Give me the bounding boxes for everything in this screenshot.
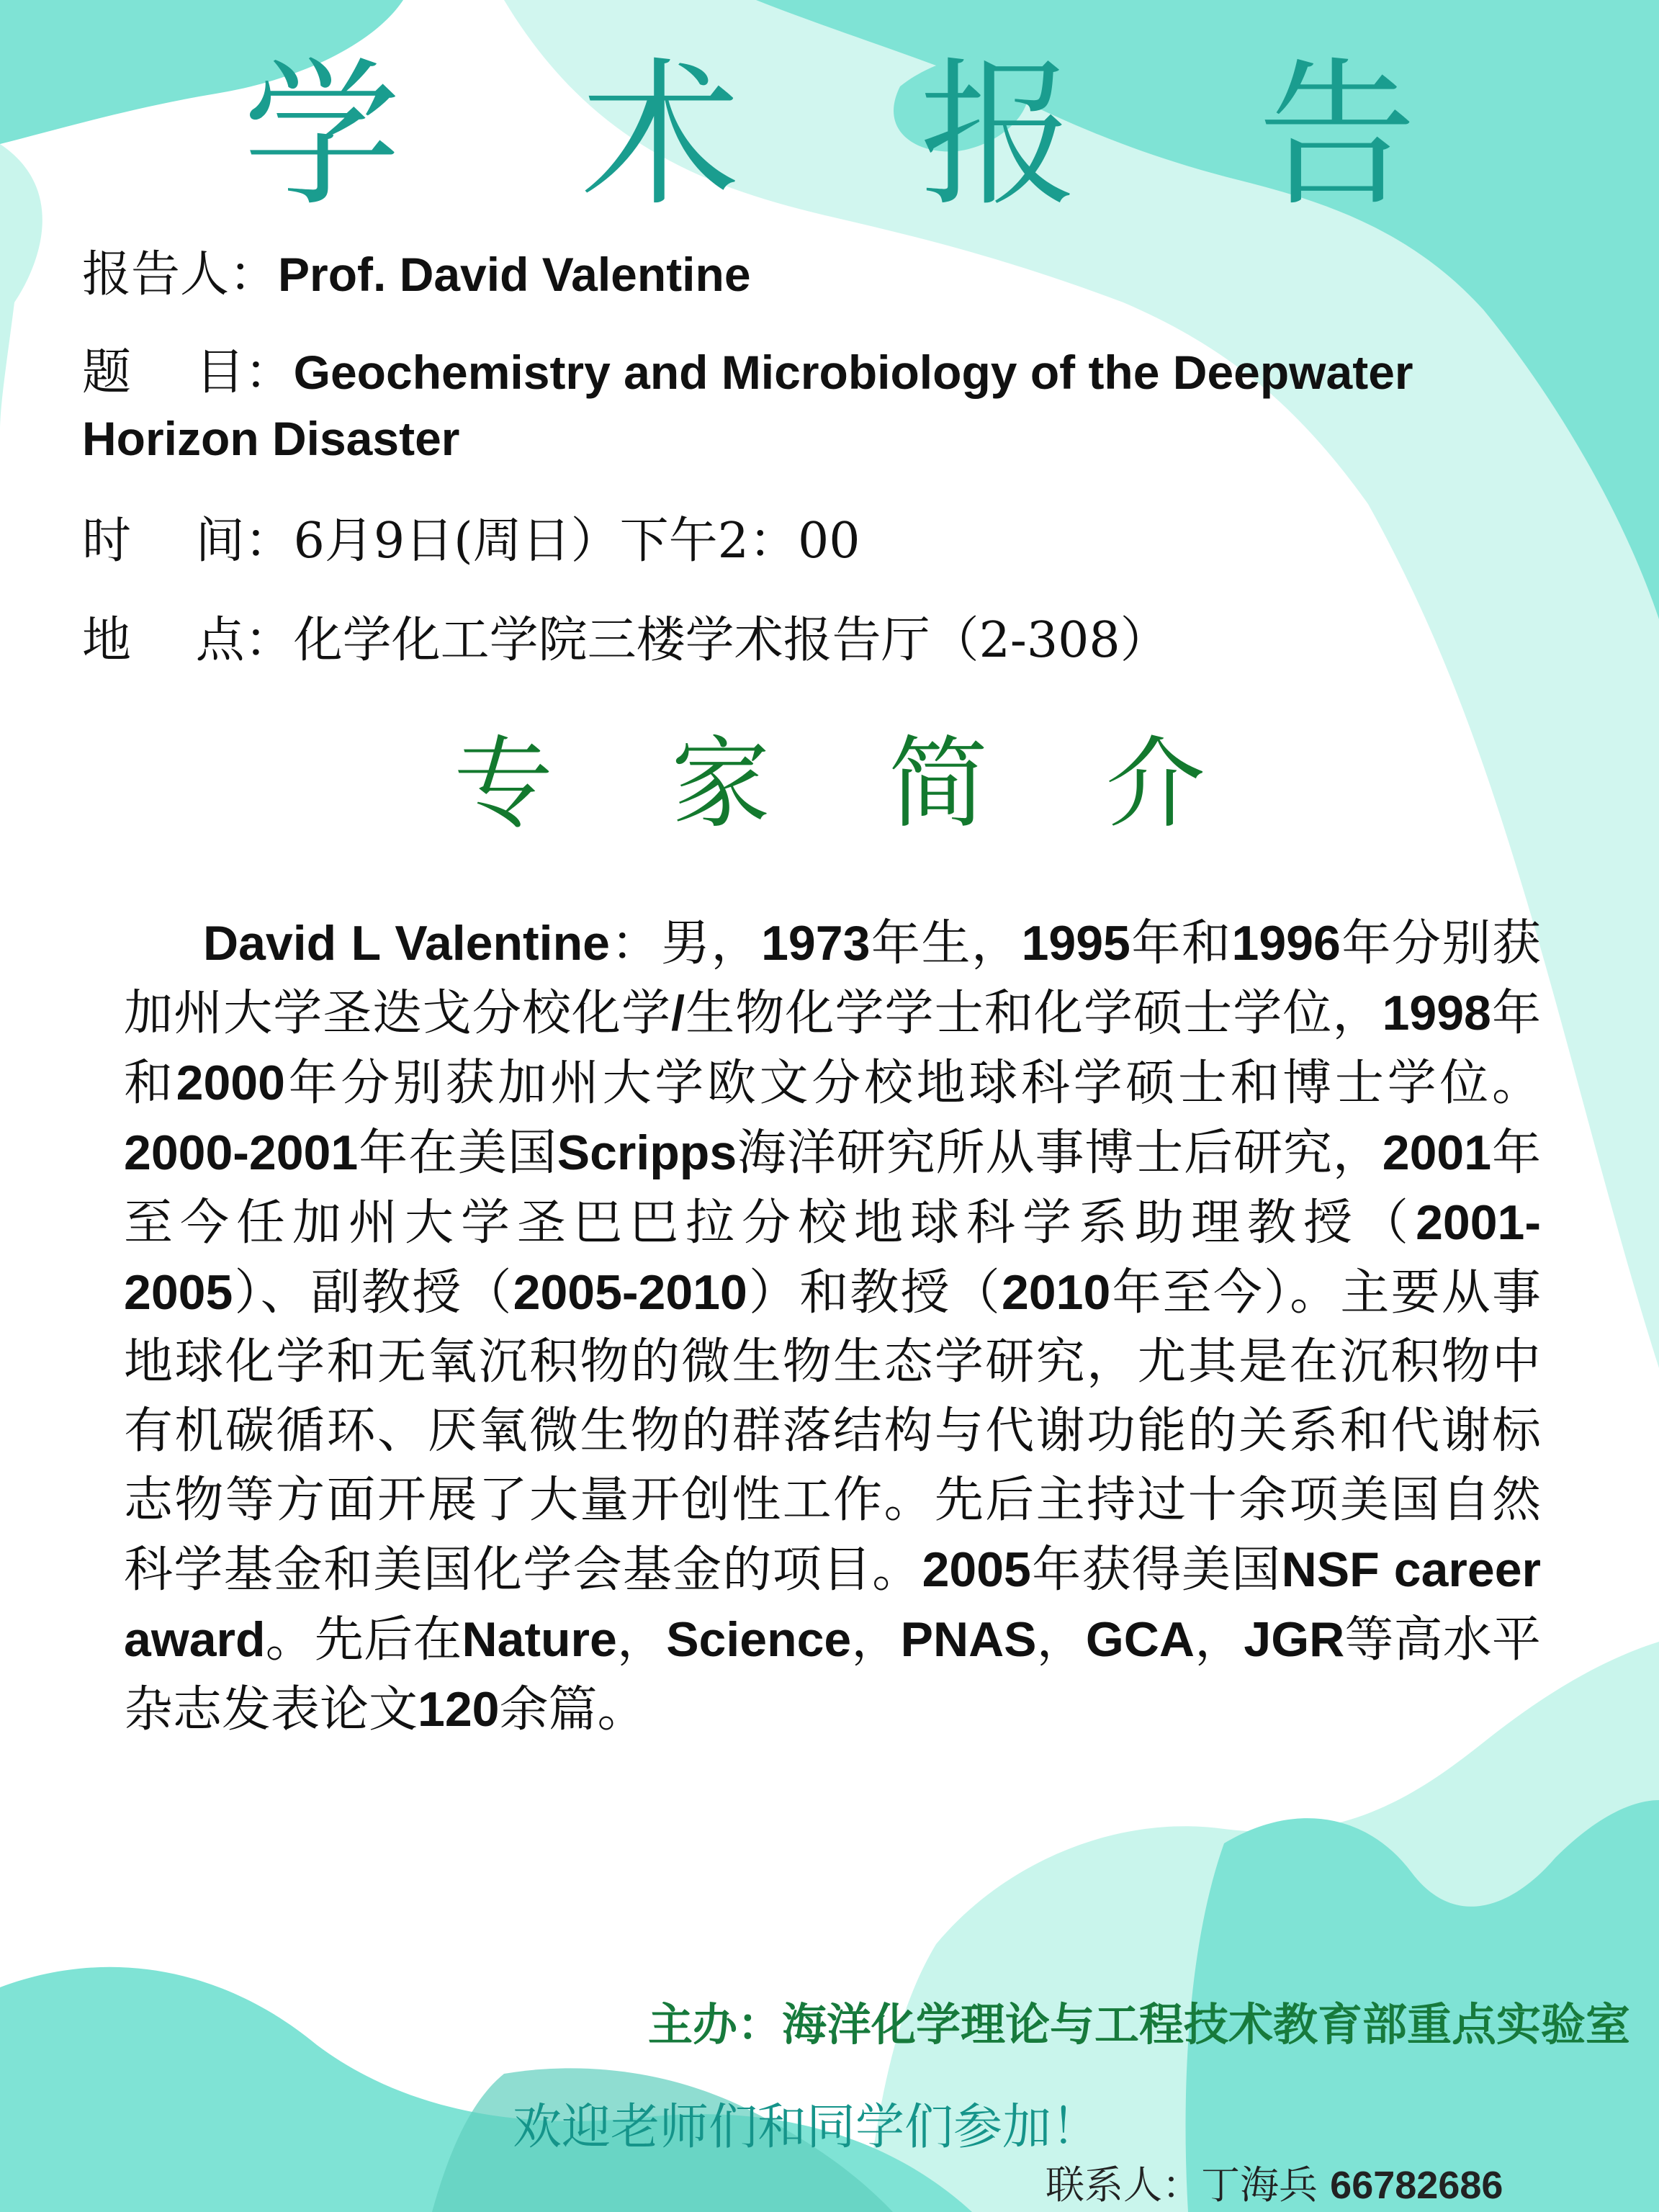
topic-row-2	[82, 405, 459, 473]
bio-segment: JGR	[1244, 1612, 1345, 1667]
bio-segment: 年在美国	[358, 1125, 557, 1182]
bio-segment: 年和	[1130, 915, 1232, 972]
bio-segment: 年分别获加州大学圣迭戈分校化学	[124, 915, 1541, 1042]
bio-segment: 1995	[1021, 916, 1130, 971]
bio-segment: Science	[666, 1612, 852, 1667]
bio-segment: 。先后在	[265, 1611, 462, 1668]
bio-segment: 生物化学学士和化学硕士学位，	[685, 985, 1382, 1042]
section-title-expert-intro: 专 家 简 介	[454, 726, 1249, 842]
bio-segment: ：男，	[609, 915, 762, 972]
bio-segment: 年至今任加州大学圣巴巴拉分校地球科学系助理教授（	[124, 1125, 1541, 1251]
bio-segment: 等高水平杂志发表论文	[124, 1611, 1541, 1738]
bio-segment: ，	[1195, 1611, 1244, 1668]
bio-segment: GCA	[1085, 1612, 1195, 1667]
host-organizer: 主办：海洋化学理论与工程技术教育部重点实验室	[647, 1998, 1630, 2051]
bio-segment: 2010	[1001, 1265, 1111, 1320]
bio-segment: ）、副教授（	[233, 1264, 513, 1321]
place-label: 地 点：	[82, 612, 294, 669]
time-value: 6月9日(周日）下午2：00	[293, 513, 860, 570]
place-row	[82, 606, 1169, 675]
speaker-name: Prof. David Valentine	[278, 248, 751, 301]
bio-segment: 2001	[1382, 1125, 1492, 1180]
bio-segment: 2005	[922, 1542, 1031, 1597]
bio-segment: 年至今）。主要从事地球化学和无氧沉积物的微生物生态学研究，尤其是在沉积物中有机碳循环、厌氧微生物的群落结构与代谢功能的关系和代谢标志物等方面开展了大量开创性工作。先后主持过十余项美国自然科学基金和美国化学会基金的项目。	[124, 1264, 1541, 1599]
bio-segment: 2005-2010	[513, 1265, 747, 1320]
bio-segment: 年获得美国	[1030, 1542, 1282, 1599]
bio-segment: ，	[851, 1611, 901, 1668]
time-label: 时 间：	[82, 513, 294, 570]
speaker-row	[82, 240, 751, 309]
topic-row	[82, 338, 1413, 407]
bio-segment: 年分别获加州大学欧文分校地球科学硕士和博士学位。	[284, 1055, 1541, 1112]
bio-segment: PNAS	[900, 1612, 1037, 1667]
poster-title: 学 术 报 告	[243, 43, 1481, 228]
bio-segment: 年和	[124, 985, 1541, 1112]
bio-segment: Nature	[462, 1612, 617, 1667]
bio-segment: 2000-2001	[124, 1125, 359, 1180]
bio-segment: ，	[1036, 1611, 1086, 1668]
speaker-label: 报告人：	[82, 246, 279, 303]
bio-segment: 2001-2005	[124, 1195, 1541, 1320]
bio-segment: Scripps	[557, 1125, 737, 1180]
time-row	[82, 507, 860, 575]
contact-label: 联系人：丁海兵	[1046, 2162, 1318, 2208]
topic-label: 题 目：	[82, 344, 294, 401]
bio-segment: 年生，	[870, 915, 1022, 972]
bio-segment: 120	[418, 1682, 500, 1737]
bio-paragraph	[124, 909, 1541, 1745]
bio-segment: ，	[616, 1611, 667, 1668]
bio-segment: 海洋研究所从事博士后研究，	[737, 1125, 1382, 1182]
topic-line-2: Horizon Disaster	[82, 412, 460, 465]
contact-phone: 66782686	[1330, 2164, 1503, 2207]
bio-segment: 余篇。	[499, 1681, 647, 1738]
bio-segment: NSF career award	[124, 1542, 1541, 1667]
bio-segment: 1973	[761, 916, 871, 971]
bio-segment: 2000	[176, 1056, 285, 1110]
bio-segment: 1996	[1231, 916, 1341, 971]
bio-segment: 1998	[1382, 986, 1491, 1040]
bio-segment: David L Valentine	[203, 916, 610, 971]
contact-info	[1046, 2154, 1503, 2210]
bio-segment: ）和教授（	[747, 1264, 1002, 1321]
welcome-message: 欢迎老师们和同学们参加！	[513, 2099, 1101, 2156]
topic-line-1: Geochemistry and Microbiology of the Deepwater	[293, 346, 1413, 399]
bio-segment: /	[671, 986, 685, 1040]
place-value: 化学化工学院三楼学术报告厅（2-308）	[293, 612, 1169, 669]
